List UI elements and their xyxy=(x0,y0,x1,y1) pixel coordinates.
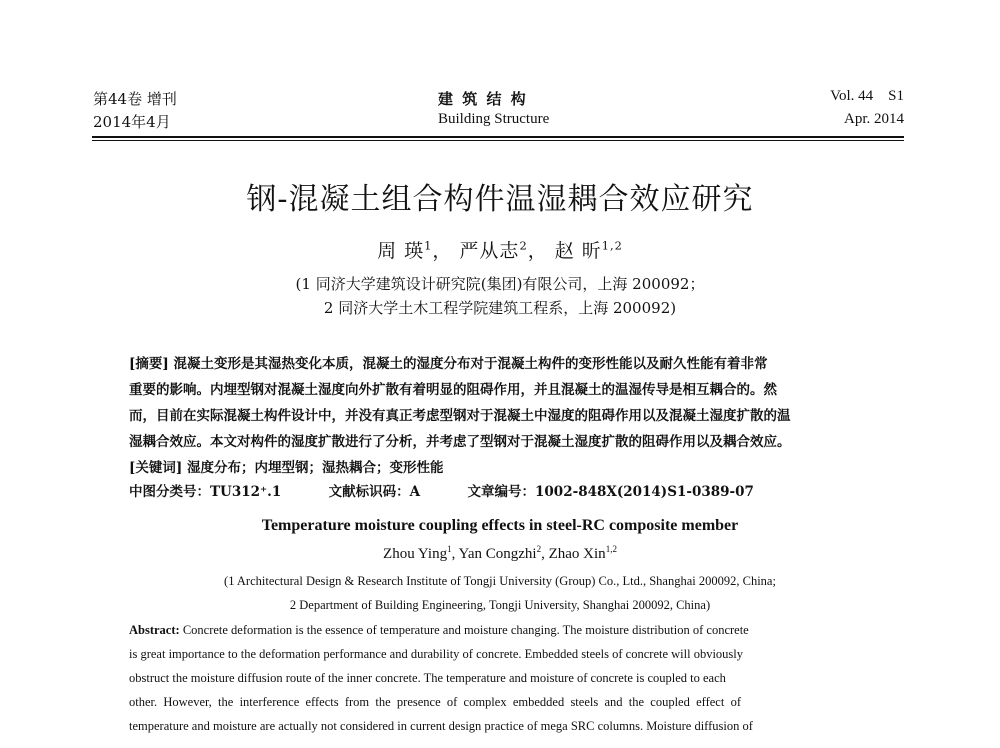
author-en-2: Yan Congzhi xyxy=(458,546,537,562)
title-en: Temperature moisture coupling effects in steel-RC composite member xyxy=(261,517,739,534)
volume-en: Vol. 44 S1 xyxy=(830,88,904,104)
abstract-cn-line-4: 湿耦合效应。本文对构件的湿度扩散进行了分析，并考虑了型钢对于混凝土湿度扩散的阻碍作用以及耦合效应。 xyxy=(129,434,791,450)
author-en-3: Zhao Xin xyxy=(548,546,606,562)
abstract-cn-label: [摘要] xyxy=(129,356,169,372)
author-en-1: Zhou Ying xyxy=(383,546,448,562)
abstract-en-line-4: other. However, the interference effects from the presence of complex embedded steels and the coupled effect of xyxy=(129,695,741,709)
classification-cn xyxy=(129,480,754,500)
article-label: 文章编号： xyxy=(467,484,536,500)
abstract-en-label: Abstract xyxy=(129,623,176,637)
authors-cn: 周 瑛$^1$， 严从志$^2$， 赵 昕$^{1,2}$ xyxy=(377,238,623,262)
affiliation-en-2: 2 Department of Building Engineering, Tongji University, Shanghai 200092, China) xyxy=(289,598,711,612)
affiliation-cn-1: (1 同济大学建筑设计研究院(集团)有限公司，上海 200092； xyxy=(295,275,705,293)
clc-code: TU312⁺.1 xyxy=(210,484,282,500)
journal-cn: 建 筑 结 构 xyxy=(438,90,528,108)
abstract-en-line-5: temperature and moisture are actually not considered in current design practice of mega SRC columns. Moisture diffusion of xyxy=(129,719,753,733)
authors-en: Zhou Ying$^1$, Yan Congzhi$^2$, Zhao Xin$^{1,2}$ xyxy=(383,544,617,562)
abstract-cn-line-2: 重要的影响。内埋型钢对混凝土湿度向外扩散有着明显的阻碍作用，并且混凝土的温湿传导是相互耦合的。然 xyxy=(129,382,777,398)
title-cn: 钢-混凝土组合构件温湿耦合效应研究 xyxy=(246,182,754,217)
abstract-cn-line-3: 而，目前在实际混凝土构件设计中，并没有真正考虑型钢对于混凝土中湿度的阻碍作用以及混凝土湿度扩散的温 xyxy=(129,408,791,424)
abstract-en-line-1: Abstract: Concrete deformation is the essence of temperature and moisture changing. The moisture distribution of concrete xyxy=(129,623,749,637)
author-cn-3: 赵 昕 xyxy=(554,240,602,262)
author-cn-2: 严从志 xyxy=(459,240,520,262)
header-rule-thick xyxy=(92,136,904,138)
doc-code: A xyxy=(409,484,421,500)
abstract-en-line-3: obstruct the moisture diffusion route of the inner concrete. The temperature and moisture of concrete is coupled to each xyxy=(129,671,726,685)
header-rule-thin xyxy=(92,140,904,141)
affiliation-en-1: (1 Architectural Design & Research Institute of Tongji University (Group) Co., Ltd., Shanghai 200092, China; xyxy=(224,574,776,588)
affiliation-cn-2: 2 同济大学土木工程学院建筑工程系，上海 200092) xyxy=(323,299,677,317)
abstract-cn-line-1: [摘要] 混凝土变形是其湿热变化本质，混凝土的湿度分布对于混凝土构件的变形性能以及耐久性能有着非常 xyxy=(129,356,768,372)
abstract-en-line-2: is great importance to the deformation performance and durability of concrete. Embedded steels of concrete will obviously xyxy=(129,647,744,661)
article-number: 1002-848X(2014)S1-0389-07 xyxy=(535,484,754,500)
journal-en: Building Structure xyxy=(438,111,550,127)
date-cn: 2014年4月 xyxy=(93,113,171,131)
clc-label: 中图分类号： xyxy=(129,484,210,500)
date-en: Apr. 2014 xyxy=(844,111,904,127)
volume-cn: 第44卷 增刊 xyxy=(93,90,177,108)
keywords-cn-label: [关键词] xyxy=(129,460,183,476)
doc-label: 文献标识码： xyxy=(328,484,410,500)
keywords-cn: [关键词] 湿度分布；内埋型钢；湿热耦合；变形性能 xyxy=(129,460,444,476)
author-cn-1: 周 瑛 xyxy=(377,240,425,262)
